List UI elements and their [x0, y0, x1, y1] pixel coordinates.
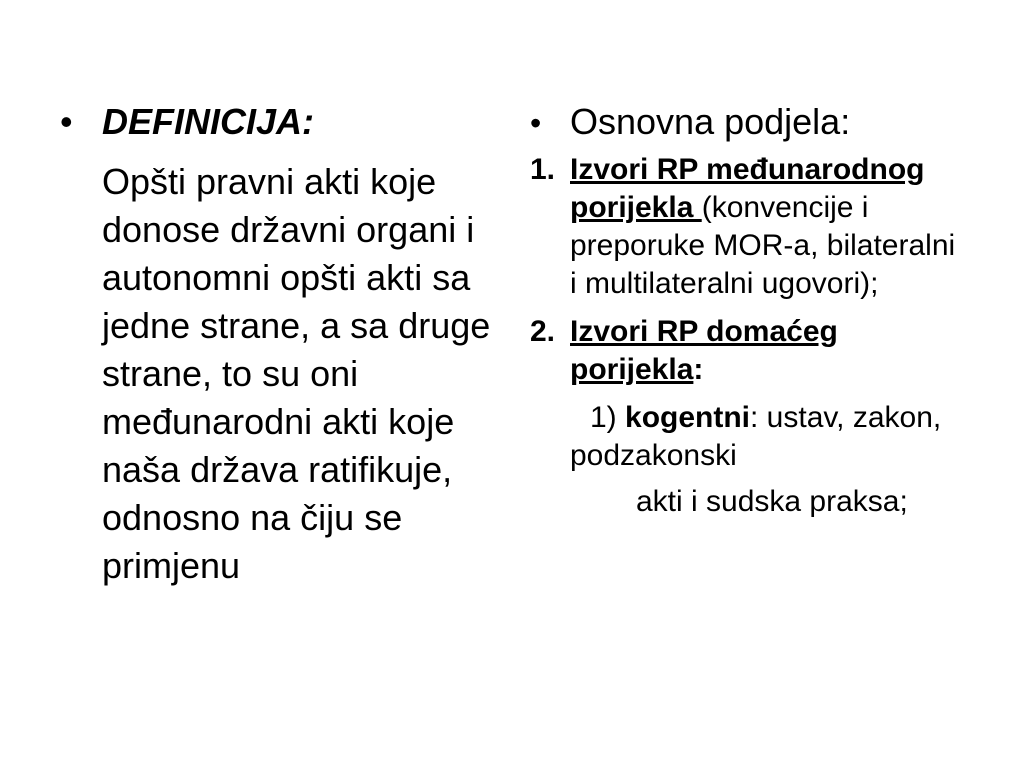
bullet-icon: •	[60, 101, 73, 142]
definition-heading: DEFINICIJA:	[102, 101, 315, 142]
sub-item-line-2: akti i sudska praksa;	[636, 485, 908, 518]
list-item-title: Izvori RP domaćeg porijekla	[570, 315, 838, 386]
right-column	[530, 100, 970, 521]
sub-item-term: kogentni	[625, 401, 751, 434]
list-item-international	[530, 151, 970, 303]
list-item-text	[570, 313, 970, 389]
list-item-text	[570, 151, 970, 303]
sub-item-text: : ustav, zakon, podzakonski	[570, 401, 942, 472]
list-number: 1.	[530, 153, 556, 186]
sub-item-line-1	[530, 399, 970, 475]
division-heading: Osnovna podjela:	[570, 101, 851, 142]
bullet-icon: •	[530, 105, 542, 141]
list-item-colon: :	[693, 353, 704, 386]
definition-bullet-row	[60, 100, 500, 144]
list-number: 2.	[530, 315, 556, 348]
list-item-title: Izvori RP međunarodnog porijekla	[570, 153, 925, 224]
left-column	[60, 100, 500, 590]
definition-text: Opšti pravni akti koje donose državni organi i autonomni opšti akti sa jedne strane, a sa druge strane, to su oni međunarodni akti koje naša država ratifikuje, odnosno na čiju se primjenu	[102, 161, 491, 586]
division-bullet-row	[530, 100, 970, 145]
list-item-domestic	[530, 313, 970, 389]
sub-item-prefix: 1)	[590, 401, 626, 434]
list-item-detail: (konvencije i preporuke MOR-a, bilateralni i multilateralni ugovori);	[570, 191, 956, 300]
